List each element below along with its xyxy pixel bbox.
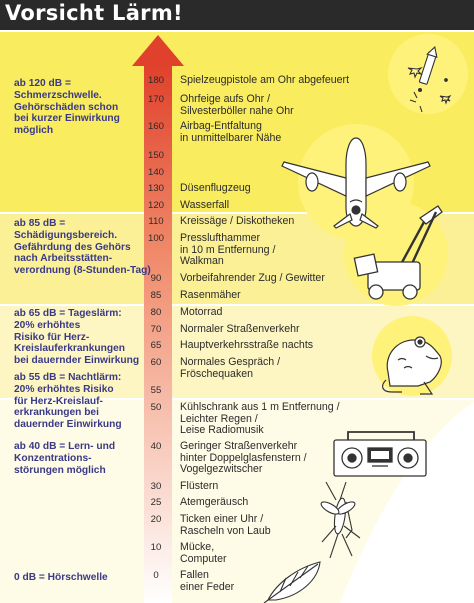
scale-value: 170 bbox=[147, 94, 164, 105]
scale-value: 55 bbox=[150, 385, 162, 396]
zone-label-damage: ab 85 dB = Schädigungsbereich. Gefährdung des Gehörs nach Arbeitsstätten- verordnung (8-Stunden-Tag) bbox=[14, 218, 151, 277]
zone-label-nightnoise: ab 55 dB = Nachtlärm: 20% erhöhtes Risiko für Herz-Kreislauf- erkrankungen bei dauernder Einwirkung bbox=[14, 372, 122, 431]
page-title: Vorsicht Lärm! bbox=[5, 1, 183, 25]
zone-label-pain: ab 120 dB = Schmerzschwelle. Gehörschäden schon bei kurzer Einwirkung möglich bbox=[14, 78, 120, 137]
scale-description: Normaler Straßenverkehr bbox=[180, 323, 300, 335]
scale-value: 90 bbox=[150, 273, 162, 284]
title-bar bbox=[0, 0, 474, 30]
scale-value: 140 bbox=[147, 167, 164, 178]
scale-description: Motorrad bbox=[180, 306, 223, 318]
scale-value: 40 bbox=[150, 441, 162, 452]
scale-description: Geringer Straßenverkehr hinter Doppelglasfenstern / Vogelgezwitscher bbox=[180, 440, 307, 476]
scale-value: 0 bbox=[153, 570, 159, 581]
feather-icon bbox=[264, 562, 320, 603]
scale-value: 160 bbox=[147, 121, 164, 132]
scale-description: Normales Gespräch / Fröschequaken bbox=[180, 356, 281, 380]
mosquito-icon bbox=[319, 482, 360, 558]
scale-value: 150 bbox=[147, 150, 164, 161]
scale-description: Kreissäge / Diskotheken bbox=[180, 215, 295, 227]
scale-description: Vorbeifahrender Zug / Gewitter bbox=[180, 272, 325, 284]
scale-value: 180 bbox=[147, 75, 164, 86]
scale-value: 80 bbox=[150, 307, 162, 318]
scale-value: 30 bbox=[150, 481, 162, 492]
scale-value: 10 bbox=[150, 542, 162, 553]
scale-description: Kühlschrank aus 1 m Entfernung / Leichter Regen / Leise Radiomusik bbox=[180, 401, 340, 437]
scale-value: 65 bbox=[150, 340, 162, 351]
scale-description: Wasserfall bbox=[180, 199, 230, 211]
scale-value: 25 bbox=[150, 497, 162, 508]
scale-value: 110 bbox=[148, 216, 164, 227]
scale-description: Rasenmäher bbox=[180, 289, 241, 301]
scale-description: Atemgeräusch bbox=[180, 496, 249, 508]
scale-value: 130 bbox=[147, 183, 164, 194]
scale-description: Ticken einer Uhr / Rascheln von Laub bbox=[180, 513, 271, 537]
scale-description: Hauptverkehrsstraße nachts bbox=[180, 339, 314, 351]
scale-description: Mücke, Computer bbox=[180, 541, 227, 565]
radio-icon bbox=[334, 432, 426, 476]
scale-description: Fallen einer Feder bbox=[180, 569, 235, 593]
scale-description: Düsenflugzeug bbox=[180, 182, 251, 194]
scale-value: 60 bbox=[150, 357, 162, 368]
scale-description: Spielzeugpistole am Ohr abgefeuert bbox=[180, 74, 350, 86]
scale-value: 20 bbox=[150, 514, 162, 525]
scale-value: 100 bbox=[147, 233, 164, 244]
scale-value: 85 bbox=[150, 290, 162, 301]
scale-value: 50 bbox=[150, 402, 162, 413]
zone-label-daynoise: ab 65 dB = Tageslärm: 20% erhöhtes Risiko für Herz- Kreislauferkrankungen bei dauernder Einwirkung bbox=[14, 308, 140, 367]
scale-description: Ohrfeige aufs Ohr / Silvesterböller nahe Ohr bbox=[180, 93, 294, 117]
scale-value: 70 bbox=[150, 324, 162, 335]
chart-frame bbox=[0, 30, 474, 603]
zone-label-learning: ab 40 dB = Lern- und Konzentrations- störungen möglich bbox=[14, 441, 116, 476]
scale-value: 120 bbox=[147, 200, 164, 211]
zone-label-threshold: 0 dB = Hörschwelle bbox=[14, 572, 108, 583]
scale-description: Presslufthammer in 10 m Entfernung / Walkman bbox=[180, 232, 276, 268]
scale-description: Airbag-Entfaltung in unmittelbarer Nähe bbox=[180, 120, 282, 144]
scale-description: Flüstern bbox=[180, 480, 219, 492]
